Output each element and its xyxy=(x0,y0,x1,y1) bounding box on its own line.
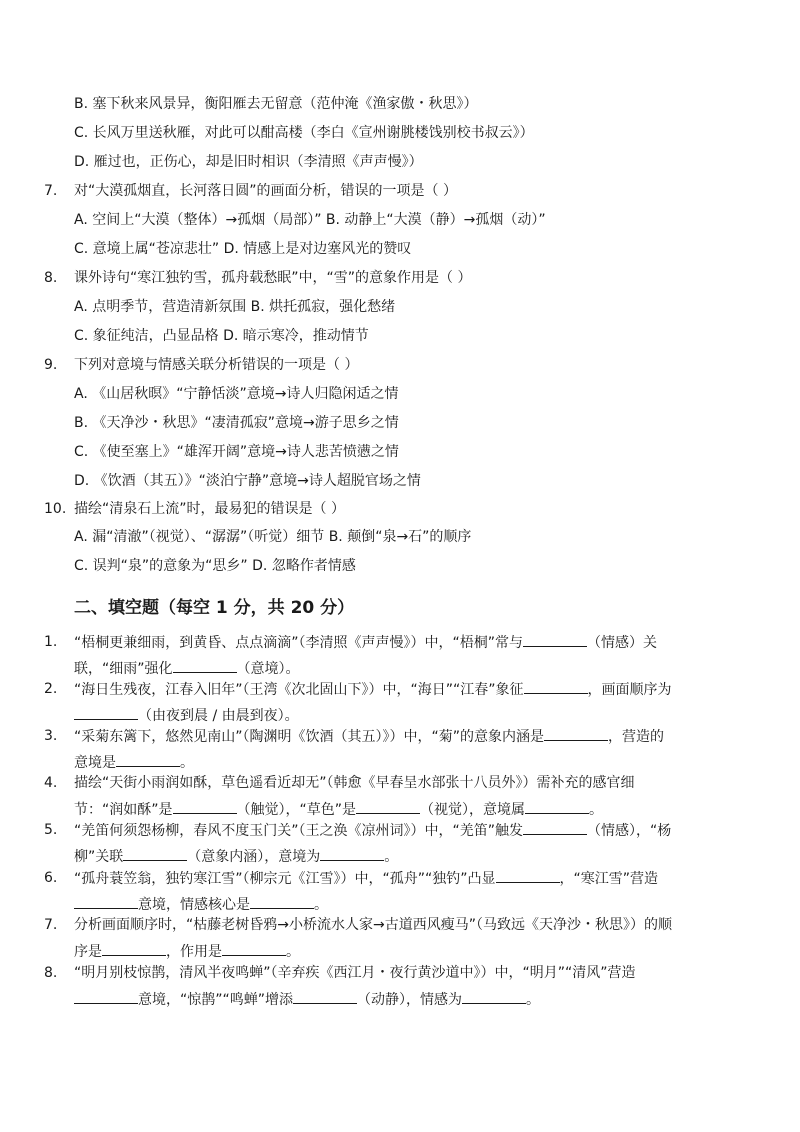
option-line: D. 雁过也，正伤心，却是旧时相识（李清照《声声慢》） xyxy=(74,154,423,170)
fill-question-text: 联，“细雨”强化 xyxy=(74,661,173,677)
question-text: 对“大漠孤烟直，长河落日圆”的画面分析，错误的一项是（ ） xyxy=(74,183,457,199)
fill-question-line xyxy=(74,658,300,679)
fill-question-line xyxy=(74,963,636,983)
fill-question-text: 。 xyxy=(526,992,541,1008)
answer-blank[interactable] xyxy=(496,868,560,883)
fill-question-text: （意境）。 xyxy=(236,661,300,677)
question-number: 5. xyxy=(44,822,58,838)
question-number: 3. xyxy=(44,728,58,744)
option-line: B. 《天净沙・秋思》“凄清孤寂”意境→游子思乡之情 xyxy=(74,415,399,431)
answer-blank[interactable] xyxy=(293,989,357,1004)
fill-question-line xyxy=(74,705,299,726)
fill-question-text: ，营造的 xyxy=(608,729,665,745)
answer-blank[interactable] xyxy=(173,658,237,673)
fill-question-line xyxy=(74,941,300,962)
answer-blank[interactable] xyxy=(222,941,286,956)
fill-question-text: “采菊东篱下，悠然见南山”（陶渊明《饮酒（其五）》）中，“菊”的意象内涵是 xyxy=(74,729,545,745)
fill-question-line xyxy=(74,799,603,820)
fill-question-text: “明月别枝惊鹊，清风半夜鸣蝉”（辛弃疾《西江月・夜行黄沙道中》）中，“明月”“清风”营造 xyxy=(74,965,636,981)
answer-blank[interactable] xyxy=(544,726,608,741)
answer-blank[interactable] xyxy=(123,846,187,861)
question-text: 下列对意境与情感关联分析错误的一项是（ ） xyxy=(74,357,359,373)
answer-blank[interactable] xyxy=(173,799,237,814)
question-number: 8. xyxy=(44,270,58,286)
answer-blank[interactable] xyxy=(356,799,420,814)
fill-question-text: 。 xyxy=(589,802,604,818)
question-text: 课外诗句“寒江独钓雪，孤舟载愁眠”中，“雪”的意象作用是（ ） xyxy=(74,270,472,286)
fill-question-line xyxy=(74,868,658,889)
fill-question-line xyxy=(74,915,672,935)
fill-question-text: 意境，“惊鹊”“鸣蝉”增添 xyxy=(138,992,294,1008)
option-line: C. 《使至塞上》“雄浑开阔”意境→诗人悲苦愤懑之情 xyxy=(74,444,399,460)
fill-question-line xyxy=(74,632,657,653)
option-line: C. 意境上属“苍凉悲壮” D. 情感上是对边塞风光的赞叹 xyxy=(74,241,412,257)
fill-question-text: 描绘“天街小雨润如酥，草色遥看近却无”（韩愈《早春呈水部张十八员外》）需补充的感官细 xyxy=(74,775,635,791)
question-number: 8. xyxy=(44,965,58,981)
fill-question-text: 。 xyxy=(314,897,328,913)
question-number: 6. xyxy=(44,870,58,886)
fill-question-text: （视觉），意境属 xyxy=(420,802,526,818)
question-number: 7. xyxy=(44,183,58,199)
fill-question-text: 序是 xyxy=(74,944,102,960)
answer-blank[interactable] xyxy=(523,820,587,835)
answer-blank[interactable] xyxy=(74,705,138,720)
question-number: 7. xyxy=(44,917,58,933)
option-line: A. 《山居秋暝》“宁静恬淡”意境→诗人归隐闲适之情 xyxy=(74,386,399,402)
fill-question-text: “海日生残夜，江春入旧年”（王湾《次北固山下》）中，“海日”“江春”象征 xyxy=(74,682,524,698)
answer-blank[interactable] xyxy=(462,989,526,1004)
answer-blank[interactable] xyxy=(320,846,384,861)
question-number: 4. xyxy=(44,775,58,791)
fill-question-text: （情感）关 xyxy=(587,635,658,651)
answer-blank[interactable] xyxy=(74,989,138,1004)
question-number: 10. xyxy=(44,501,67,517)
fill-question-text: 分析画面顺序时，“枯藤老树昏鸦→小桥流水人家→古道西风瘦马”（马致远《天净沙・秋思》）的顺 xyxy=(74,917,672,933)
fill-question-text: （意象内涵），意境为 xyxy=(187,849,321,865)
fill-question-text: 节：“润如酥”是 xyxy=(74,802,173,818)
question-number: 1. xyxy=(44,634,58,650)
fill-question-text: 柳”关联 xyxy=(74,849,124,865)
question-number: 2. xyxy=(44,681,58,697)
fill-question-text: “梧桐更兼细雨，到黄昏、点点滴滴”（李清照《声声慢》）中，“梧桐”常与 xyxy=(74,635,524,651)
fill-question-text: 意境是 xyxy=(74,755,116,771)
option-line: B. 塞下秋来风景异，衡阳雁去无留意（范仲淹《渔家傲・秋思》） xyxy=(74,96,478,112)
fill-question-line xyxy=(74,752,194,773)
fill-question-text: ，画面顺序为 xyxy=(587,682,672,698)
option-line: C. 长风万里送秋雁，对此可以酣高楼（李白《宣州谢朓楼饯别校书叔云》） xyxy=(74,125,534,141)
answer-blank[interactable] xyxy=(250,894,314,909)
option-line: A. 空间上“大漠（整体）→孤烟（局部）” B. 动静上“大漠（静）→孤烟（动）” xyxy=(74,212,546,228)
option-line: A. 漏“清澈”（视觉）、“潺潺”（听觉）细节 B. 颠倒“泉→石”的顺序 xyxy=(74,529,472,545)
fill-question-line xyxy=(74,846,398,867)
option-line: C. 误判“泉”的意象为“思乡” D. 忽略作者情感 xyxy=(74,558,356,574)
fill-question-line xyxy=(74,989,540,1010)
answer-blank[interactable] xyxy=(523,632,587,647)
fill-question-text: 。 xyxy=(286,944,300,960)
fill-question-line xyxy=(74,773,635,793)
answer-blank[interactable] xyxy=(74,894,138,909)
fill-question-text: 。 xyxy=(384,849,399,865)
question-text: 描绘“清泉石上流”时，最易犯的错误是（ ） xyxy=(74,501,345,517)
option-line: A. 点明季节，营造清新氛围 B. 烘托孤寂，强化愁绪 xyxy=(74,299,396,315)
fill-question-text: （触觉），“草色”是 xyxy=(236,802,357,818)
answer-blank[interactable] xyxy=(525,799,589,814)
answer-blank[interactable] xyxy=(116,752,180,767)
answer-blank[interactable] xyxy=(524,679,588,694)
option-line: D. 《饮酒（其五）》“淡泊宁静”意境→诗人超脱官场之情 xyxy=(74,473,421,489)
fill-question-text: 意境，情感核心是 xyxy=(138,897,250,913)
fill-question-text: “羌笛何须怨杨柳，春风不度玉门关”（王之涣《凉州词》）中，“羌笛”触发 xyxy=(74,823,524,839)
fill-question-text: （由夜到晨 / 由晨到夜）。 xyxy=(138,708,299,724)
answer-blank[interactable] xyxy=(102,941,166,956)
question-number: 9. xyxy=(44,357,58,373)
fill-question-line xyxy=(74,726,664,747)
option-line: C. 象征纯洁，凸显品格 D. 暗示寒冷，推动情节 xyxy=(74,328,369,344)
fill-question-text: ，作用是 xyxy=(166,944,222,960)
fill-question-text: （情感），“杨 xyxy=(587,823,672,839)
section-title: 二、填空题（每空 1 分，共 20 分） xyxy=(74,598,355,618)
fill-question-line xyxy=(74,679,672,700)
fill-question-text: ，“寒江雪”营造 xyxy=(559,871,659,887)
fill-question-line xyxy=(74,894,328,915)
fill-question-line xyxy=(74,820,671,841)
fill-question-text: “孤舟蓑笠翁，独钓寒江雪”（柳宗元《江雪》）中，“孤舟”“独钓”凸显 xyxy=(74,871,496,887)
fill-question-text: 。 xyxy=(180,755,194,771)
fill-question-text: （动静），情感为 xyxy=(357,992,463,1008)
